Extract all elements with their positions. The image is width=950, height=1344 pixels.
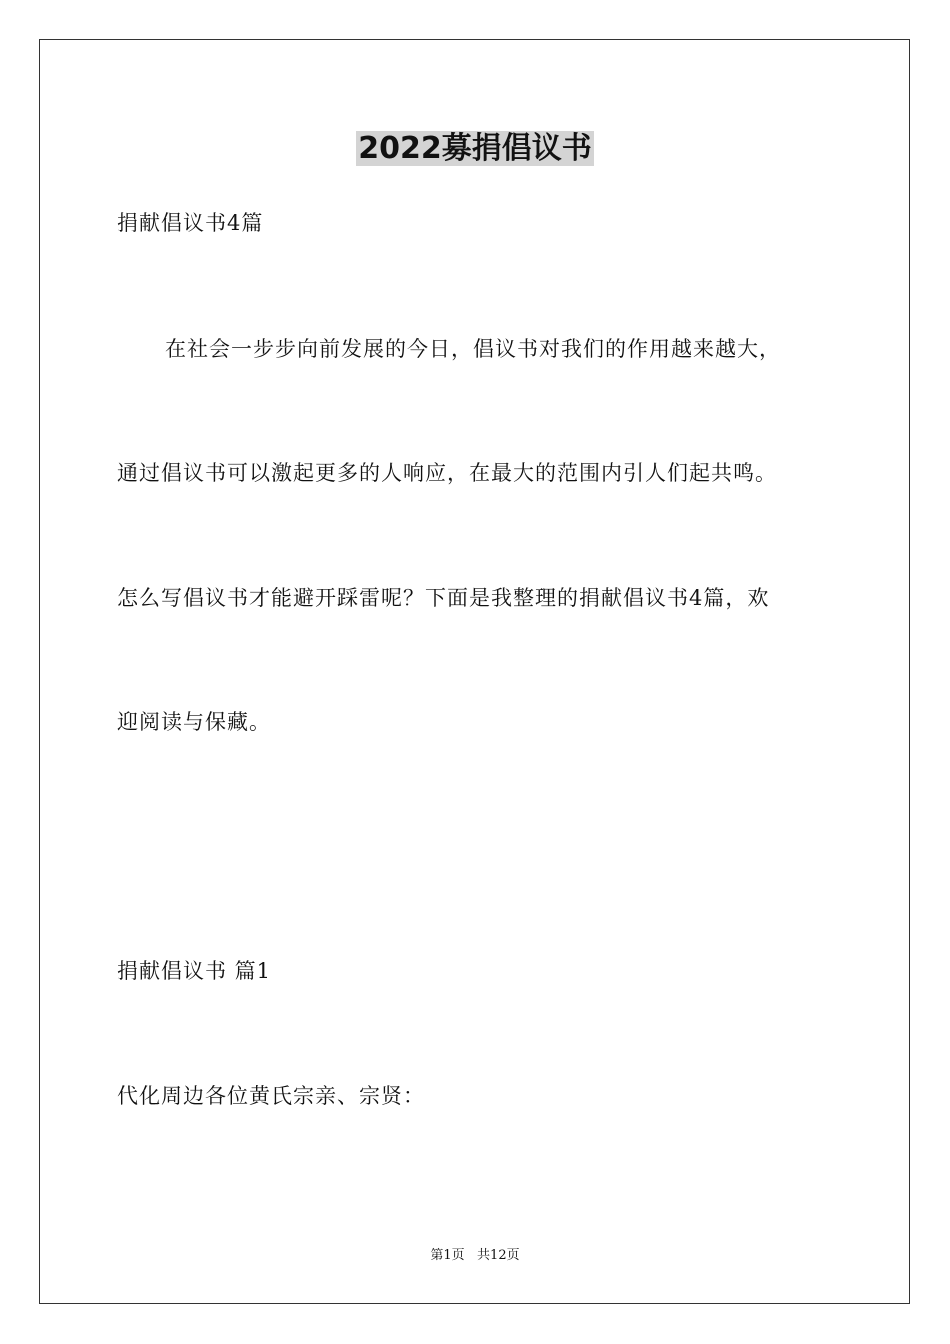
document-title: [0, 128, 950, 170]
intro-line-1: 在社会一步步向前发展的今日，倡议书对我们的作用越来越大，: [165, 337, 781, 361]
document-title-text: 2022募捐倡议书: [358, 131, 592, 166]
intro-line-4: 迎阅读与保藏。: [117, 710, 271, 734]
salutation: 代化周边各位黄氏宗亲、宗贤：: [117, 1084, 425, 1108]
intro-line-2: 通过倡议书可以激起更多的人响应，在最大的范围内引人们起共鸣。: [117, 461, 777, 485]
intro-line-3: 怎么写倡议书才能避开踩雷呢？下面是我整理的捐献倡议书4篇，欢: [117, 586, 770, 610]
section-heading: 捐献倡议书 篇1: [117, 959, 272, 983]
document-subtitle: 捐献倡议书4篇: [117, 211, 264, 235]
page-number-footer: 第1页 共12页: [430, 1248, 520, 1263]
